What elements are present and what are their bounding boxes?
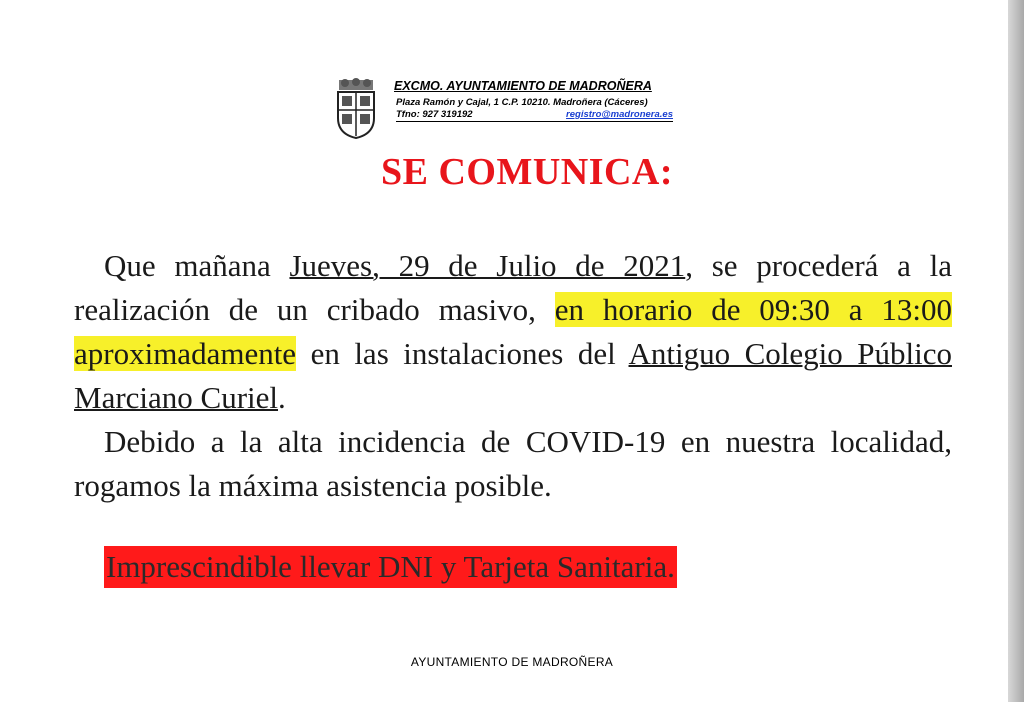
letterhead-email-link[interactable]: registro@madronera.es — [566, 109, 673, 120]
paragraph-announcement — [74, 244, 952, 420]
paragraph-text: . — [278, 380, 286, 415]
document-body — [74, 244, 952, 508]
paragraph-request — [74, 420, 952, 508]
paragraph-text: Debido a la alta incidencia de COVID-19 en nuestra localidad, rogamos la máxima asistencia posible. — [74, 424, 952, 503]
event-schedule-highlight: en horario de 09:30 a 13:00 aproximadamente — [74, 292, 952, 371]
event-venue: Antiguo Colegio Público Marciano Curiel — [74, 336, 952, 415]
requirements-notice: Imprescindible llevar DNI y Tarjeta Sanitaria. — [104, 546, 677, 588]
letterhead-phone: Tfno: 927 319192 — [396, 109, 473, 120]
coat-of-arms-icon — [333, 78, 379, 140]
paragraph-text: Que mañana — [104, 248, 290, 283]
letterhead-address: Plaza Ramón y Cajal, 1 C.P. 10210. Madroñera (Cáceres) — [396, 97, 648, 108]
page-edge-shadow — [1008, 0, 1024, 702]
page-heading: SE COMUNICA: — [380, 151, 674, 193]
paragraph-text: en las instalaciones del — [296, 336, 629, 371]
event-date: Jueves, 29 de Julio de 2021 — [289, 248, 686, 283]
footer-signature: AYUNTAMIENTO DE MADROÑERA — [410, 655, 614, 669]
letterhead-contact — [396, 109, 673, 122]
paragraph-text: , se procederá a la realización de un cribado masivo, — [74, 248, 952, 327]
letterhead-title: EXCMO. AYUNTAMIENTO DE MADROÑERA — [394, 79, 652, 93]
